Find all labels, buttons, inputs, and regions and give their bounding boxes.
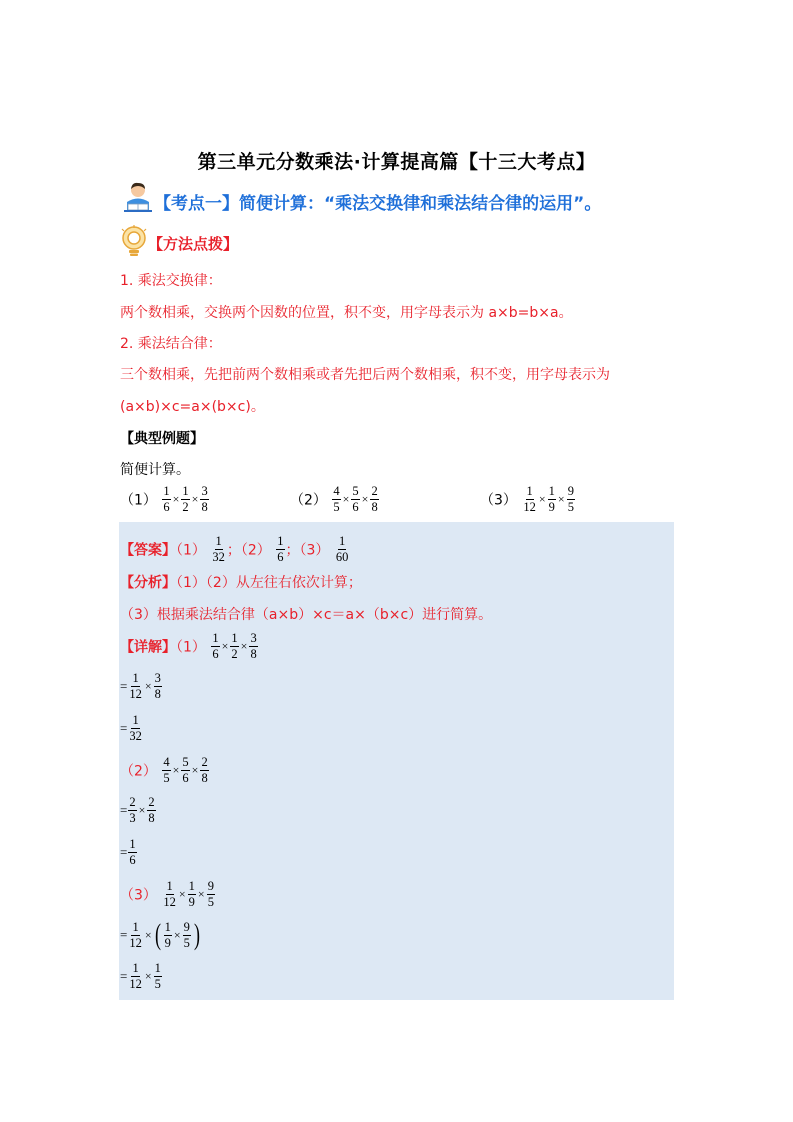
denominator: 32 xyxy=(212,550,225,564)
numerator: 1 xyxy=(129,837,136,851)
denominator: 6 xyxy=(163,500,170,514)
fraction xyxy=(147,796,155,825)
times-sign: × xyxy=(191,763,199,777)
numerator: 1 xyxy=(163,484,170,498)
detail-step-3 xyxy=(120,880,216,909)
analysis-line-1: 【分析】（1）（2）从左往右依次计算； xyxy=(120,575,362,591)
problem-3-label: （3） xyxy=(480,492,517,509)
fraction xyxy=(162,485,170,514)
times-sign: × xyxy=(538,492,546,506)
denominator: 8 xyxy=(148,811,155,825)
answer-line xyxy=(120,535,350,564)
fraction xyxy=(154,672,162,701)
numerator: 2 xyxy=(148,795,155,809)
fraction xyxy=(370,485,378,514)
numerator: 4 xyxy=(333,484,340,498)
item-label: （3） xyxy=(299,542,330,559)
fraction xyxy=(162,880,177,909)
fraction xyxy=(249,632,257,661)
equals-sign: = xyxy=(120,844,128,860)
numerator: 1 xyxy=(526,484,533,498)
denominator: 8 xyxy=(250,647,257,661)
equals-sign: = xyxy=(120,968,128,984)
times-sign: × xyxy=(172,763,180,777)
denominator: 5 xyxy=(333,500,340,514)
fraction xyxy=(548,485,556,514)
detail-step-2 xyxy=(120,756,210,785)
denominator: 5 xyxy=(183,935,190,950)
detail-label: 【详解】 xyxy=(120,639,176,656)
times-sign: × xyxy=(144,679,152,693)
times-sign: × xyxy=(178,887,186,901)
denominator: 9 xyxy=(164,935,171,950)
numerator: 9 xyxy=(183,919,190,934)
rule-2-text: 三个数相乘，先把前两个数相乘或者先把后两个数相乘，积不变，用字母表示为 xyxy=(120,367,610,383)
denominator: 3 xyxy=(129,811,136,825)
numerator: 9 xyxy=(567,484,574,498)
problem-2-label: （2） xyxy=(290,492,327,509)
equals-sign: = xyxy=(120,802,128,818)
times-sign: × xyxy=(173,927,181,942)
times-sign: × xyxy=(240,639,248,653)
denominator: 6 xyxy=(129,853,136,867)
rule-1-title: 1. 乘法交换律： xyxy=(120,273,222,289)
fraction xyxy=(200,756,208,785)
times-sign: × xyxy=(557,492,565,506)
lightbulb-icon xyxy=(119,225,149,257)
numerator: 1 xyxy=(164,919,171,934)
item-label: ； xyxy=(226,542,241,559)
analysis-label: 【分析】 xyxy=(120,575,176,591)
numerator: 1 xyxy=(132,671,139,685)
denominator: 5 xyxy=(567,500,574,514)
problem-3 xyxy=(480,485,576,514)
numerator: 5 xyxy=(182,755,189,769)
denominator: 8 xyxy=(371,500,378,514)
denominator: 12 xyxy=(129,935,142,950)
times-sign: × xyxy=(342,492,350,506)
numerator: 9 xyxy=(207,879,214,893)
fraction xyxy=(128,962,143,991)
denominator: 5 xyxy=(154,977,161,991)
denominator: 12 xyxy=(129,687,142,701)
numerator: 1 xyxy=(339,534,346,548)
parenthesis: ) xyxy=(193,918,200,951)
numerator: 1 xyxy=(277,534,284,548)
denominator: 6 xyxy=(182,771,189,785)
method-label: 【方法点拨】 xyxy=(148,235,239,253)
denominator: 8 xyxy=(154,687,161,701)
section-heading: 【考点一】简便计算：“乘法交换律和乘法结合律的运用”。 xyxy=(154,194,602,214)
fraction xyxy=(332,485,340,514)
analysis-line-2: （3）根据乘法结合律（a×b）×c＝a×（b×c）进行简算。 xyxy=(120,607,493,623)
example-label: 【典型例题】 xyxy=(120,431,204,447)
fraction xyxy=(200,485,208,514)
fraction xyxy=(164,921,172,950)
times-sign: × xyxy=(197,887,205,901)
fraction xyxy=(351,485,359,514)
fraction xyxy=(128,672,143,701)
numerator: 1 xyxy=(132,961,139,975)
denominator: 12 xyxy=(523,500,536,514)
times-sign: × xyxy=(221,639,229,653)
numerator: 1 xyxy=(132,919,139,934)
numerator: 1 xyxy=(548,484,555,498)
numerator: 1 xyxy=(166,879,173,893)
detail-step-3-line-2 xyxy=(120,920,202,950)
numerator: 1 xyxy=(182,484,189,498)
item-label: （2） xyxy=(240,542,271,559)
denominator: 5 xyxy=(207,895,214,909)
detail-step-2-line-3 xyxy=(120,838,138,867)
detail-step-1-line-3 xyxy=(120,714,144,743)
rule-2-title: 2. 乘法结合律： xyxy=(120,336,222,352)
numerator: 4 xyxy=(163,755,170,769)
fraction xyxy=(567,485,575,514)
detail-step-1-line-2 xyxy=(120,672,163,701)
fraction xyxy=(211,632,219,661)
problem-1 xyxy=(120,485,210,514)
numerator: 3 xyxy=(154,671,161,685)
fraction xyxy=(276,535,284,564)
fraction xyxy=(154,962,162,991)
fraction xyxy=(128,796,136,825)
numerator: 3 xyxy=(250,631,257,645)
denominator: 6 xyxy=(352,500,359,514)
numerator: 1 xyxy=(132,713,139,727)
detail-step-3-line-3 xyxy=(120,962,163,991)
denominator: 2 xyxy=(182,500,189,514)
fraction xyxy=(128,838,136,867)
detail-step-1 xyxy=(120,632,259,661)
times-sign: × xyxy=(191,492,199,506)
example-intro: 简便计算。 xyxy=(120,462,190,478)
rule-1-text: 两个数相乘，交换两个因数的位置，积不变，用字母表示为 a×b=b×a。 xyxy=(120,305,573,321)
fraction xyxy=(183,921,191,950)
denominator: 5 xyxy=(163,771,170,785)
equals-sign: = xyxy=(120,678,128,694)
times-sign: × xyxy=(172,492,180,506)
fraction xyxy=(522,485,537,514)
denominator: 12 xyxy=(163,895,176,909)
denominator: 12 xyxy=(129,977,142,991)
denominator: 32 xyxy=(129,729,142,743)
denominator: 6 xyxy=(277,550,284,564)
denominator: 60 xyxy=(335,550,349,564)
numerator: 1 xyxy=(215,534,222,548)
numerator: 1 xyxy=(212,631,219,645)
fraction xyxy=(181,485,189,514)
fraction xyxy=(230,632,238,661)
item-label: （3） xyxy=(120,887,157,904)
parenthesis: ( xyxy=(154,918,161,951)
numerator: 1 xyxy=(188,879,195,893)
times-sign: × xyxy=(144,927,152,942)
fraction xyxy=(162,756,170,785)
item-label: （1） xyxy=(176,542,206,559)
denominator: 9 xyxy=(548,500,555,514)
problem-1-label: （1） xyxy=(120,492,157,509)
numerator: 5 xyxy=(352,484,359,498)
fraction xyxy=(211,535,226,564)
denominator: 2 xyxy=(231,647,238,661)
numerator: 3 xyxy=(201,484,208,498)
numerator: 2 xyxy=(371,484,378,498)
problem-2 xyxy=(290,485,380,514)
times-sign: × xyxy=(138,803,146,817)
numerator: 1 xyxy=(154,961,161,975)
fraction xyxy=(128,921,143,950)
page-title: 第三单元分数乘法·计算提高篇【十三大考点】 xyxy=(197,151,596,173)
fraction xyxy=(335,535,350,564)
item-label: ； xyxy=(285,542,300,559)
denominator: 6 xyxy=(212,647,219,661)
fraction xyxy=(207,880,215,909)
detail-step-2-line-2 xyxy=(120,796,157,825)
fraction xyxy=(128,714,143,743)
denominator: 8 xyxy=(201,500,208,514)
denominator: 9 xyxy=(188,895,195,909)
fraction xyxy=(181,756,189,785)
equals-sign: = xyxy=(120,720,128,736)
equals-sign: = xyxy=(120,927,128,942)
denominator: 8 xyxy=(201,771,208,785)
item-label: （2） xyxy=(120,763,157,780)
item-label: （1） xyxy=(176,639,206,656)
answer-label: 【答案】 xyxy=(120,542,176,559)
numerator: 2 xyxy=(201,755,208,769)
student-reading-icon xyxy=(121,180,155,214)
times-sign: × xyxy=(361,492,369,506)
times-sign: × xyxy=(144,969,152,983)
numerator: 1 xyxy=(231,631,238,645)
rule-2-formula: (a×b)×c=a×(b×c)。 xyxy=(120,399,265,415)
fraction xyxy=(188,880,196,909)
numerator: 2 xyxy=(129,795,136,809)
